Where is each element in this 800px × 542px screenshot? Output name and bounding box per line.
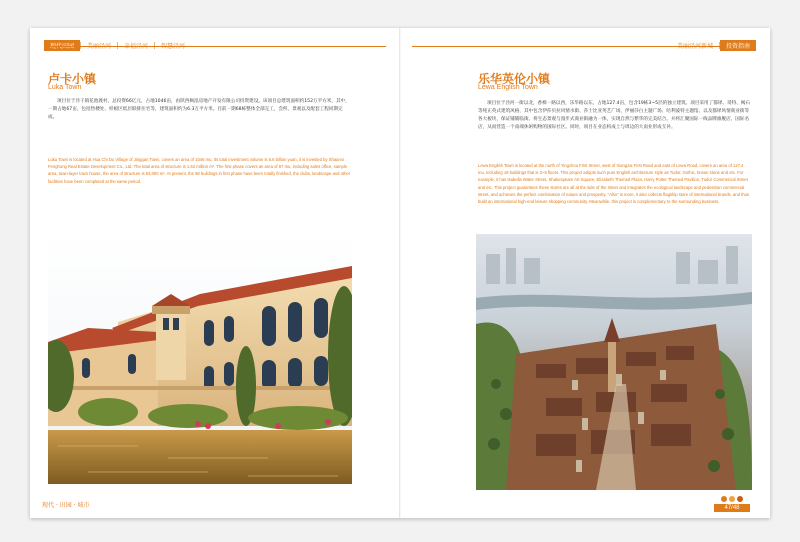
tab-investment-guide[interactable]: 投资指南 bbox=[720, 40, 756, 51]
tab-beautiful-jinghe-newtown[interactable]: 美丽泾河新城 bbox=[676, 43, 713, 50]
left-body-cn: 项目位于泾干镇花池渡村，总投资66亿元，占地1046亩，由陕西枫泓房地产开发有限公司投资建设。该项目总建筑面积约152万平方米，其中，一期占地67亩，包括售楼处、样板区低层联排住宅等，建筑面积约为6.3万平方米。目前一期68栋整体全部完工，会所、景观以及配套工程同期完成。 bbox=[48, 99, 350, 120]
right-title-cn: 乐华英伦小镇 bbox=[478, 72, 551, 86]
left-footer-tagline: 现代 · 田园 · 城市 bbox=[42, 502, 90, 509]
right-nav-tabs bbox=[671, 40, 756, 51]
book-spread bbox=[30, 28, 770, 518]
right-body-en: Lewa English Town is located at the north of Yingchou First Street, west of Xiangzai First Road and east of Lewa Road, covers an area of 127.4 mu, including 19 buildings that is 3~5 floors. This project adopts such pure English architecture style as Tudor, Gothic, brown stone and etc. For example, it has Isabella Water Street, Shakespeare Art Square, Elizabeth Themed Plaza, Harry Potter Themed Pavilion, Tudor Commercial Street and etc. This project guarantees these stores are all at the side of the street and integrates the ecological landscape and pedestrian commercial street, and achieves the perfect combination of nature and prosperity. "Also" is more, it also collects flagship store of international brands, and thus build an international high-end leisure shopping community. Meanwhile, this project is complementary to the surrounding business. bbox=[478, 163, 750, 205]
left-header-rule bbox=[44, 46, 386, 47]
left-title-en: Luka Town bbox=[48, 84, 82, 91]
tab-divider bbox=[719, 42, 720, 49]
left-body-en: Luka Town is located at Hua Chi Du Village of Jinggan Town, covers an area of 1046 mu. Its total investment volume is 6.6 billion yuan, it is invested by Shaanxi Fenghong Real Estate Development Co., Ltd. The total area of structure is 1.52 million m². The first phase covers an area of 67 mu, including sales office, sample area, town-layer town house, the area of structure is 63,000 m². At present, the 68 buildings in first phase have been totally finished, the clubs, landscape and other facilities have been completed at the same period. bbox=[48, 157, 351, 184]
lewa-english-town-aerial-photo bbox=[476, 234, 752, 490]
right-body-cn: 项目位于泾河一街以北，香樟一路以西，乐华路以东，占地127.4亩，包含19栋3~5层的独立建筑。项目采用了都铎、哥特、褐石等纯正英式建筑风格，其中包含伊莎贝拉风情水街、莎士比亚英艺广场、伊丽莎白主题广场、哈利波特主题馆、以及都铎风情商业街等各大板块，保证铺铺临街。将生态景观与漫步式商业街融为一体，实现自然与繁华的完美结合。并将汇聚国际一线品牌旗舰店、国际名店，从而营造一个南端休闲购物的国际社区。同时，项目在业态构成上与周边的大南业形成互补。 bbox=[478, 101, 750, 130]
left-title-cn: 卢卡小镇 bbox=[48, 72, 97, 86]
right-title-en: Lewa English Town bbox=[478, 84, 538, 91]
luka-town-photo bbox=[48, 236, 352, 484]
right-page bbox=[400, 28, 770, 518]
page-number: 47/48 bbox=[714, 504, 750, 512]
brand-logo-icon bbox=[714, 496, 750, 502]
page-number-badge bbox=[714, 496, 750, 512]
left-page bbox=[30, 28, 400, 518]
